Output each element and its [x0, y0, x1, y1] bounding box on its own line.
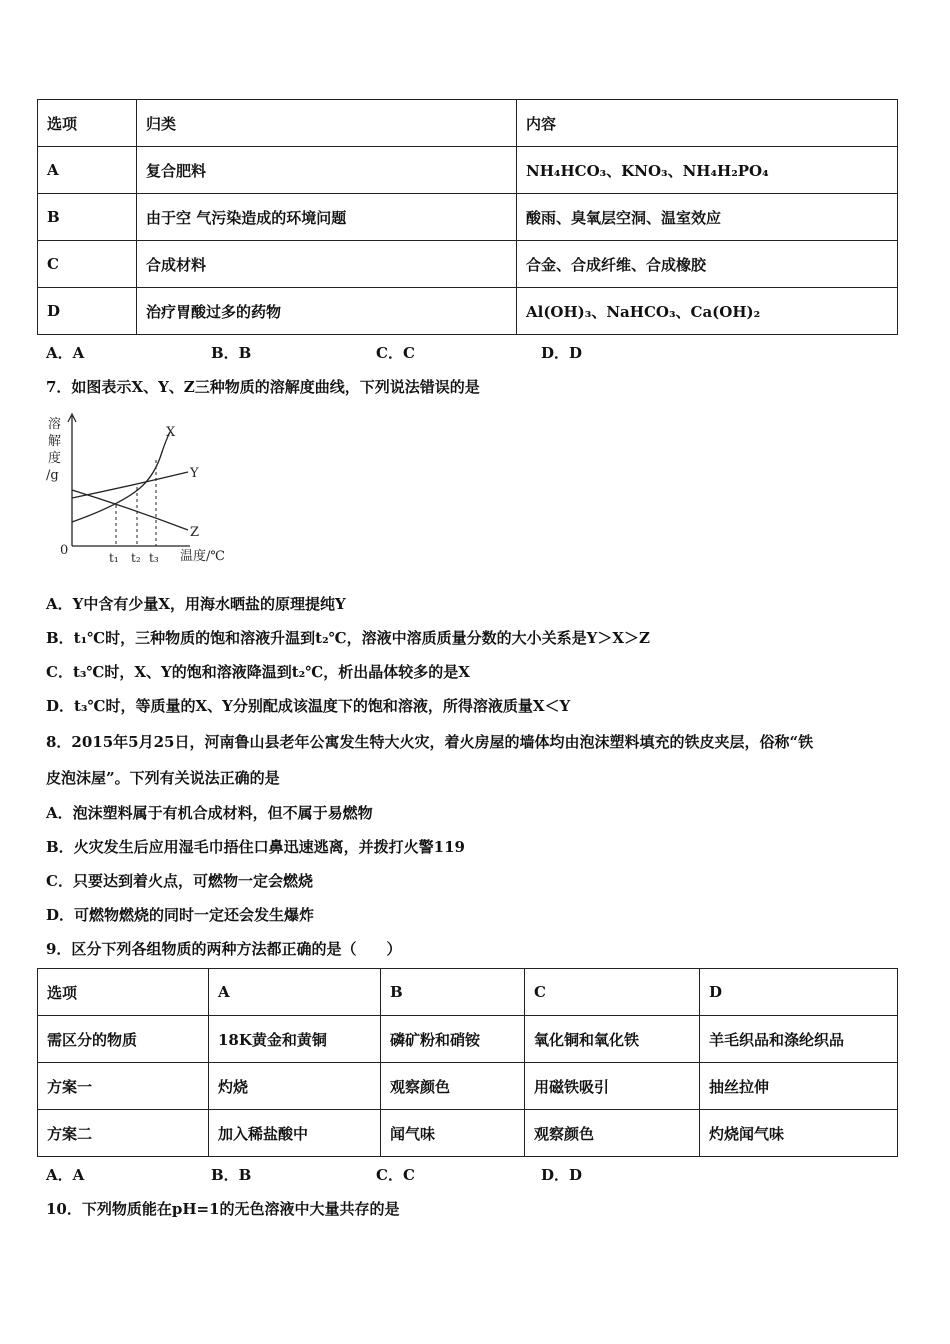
table-row	[38, 194, 898, 241]
question-8-stem-line2: 皮泡沫屋”。下列有关说法正确的是	[46, 769, 280, 787]
answer-option-b: B．B	[211, 1166, 252, 1184]
header-cell: 选项	[38, 969, 209, 1016]
question-9-stem: 9．区分下列各组物质的两种方法都正确的是（ ）	[46, 940, 402, 958]
graph-xlabel: 温度/℃	[180, 549, 225, 564]
table-cell: 方案二	[38, 1110, 209, 1157]
table-cell: 需区分的物质	[38, 1016, 209, 1063]
table-cell: 18K黄金和黄铜	[209, 1016, 381, 1063]
table-cell: C	[38, 241, 137, 288]
curve-x	[72, 432, 170, 522]
table-cell: 加入稀盐酸中	[209, 1110, 381, 1157]
table-header-row	[38, 969, 898, 1016]
tick-t1: t₁	[109, 551, 119, 565]
table-cell: 闻气味	[381, 1110, 525, 1157]
table-cell: 方案一	[38, 1063, 209, 1110]
answer-option-c: C．C	[376, 1166, 415, 1184]
header-cell: D	[700, 969, 898, 1016]
header-cell: 归类	[137, 100, 517, 147]
table-header-row	[38, 100, 898, 147]
graph-ylabel-3: 度	[48, 451, 62, 466]
distinguish-methods-table	[37, 968, 898, 1157]
table-cell: 合金、合成纤维、合成橡胶	[517, 241, 898, 288]
answer-option-d: D．D	[541, 1166, 583, 1184]
table-cell: 羊毛织品和涤纶织品	[700, 1016, 898, 1063]
q7-option-d: D．t₃℃时，等质量的X、Y分别配成该温度下的饱和溶液，所得溶液质量X＜Y	[46, 697, 571, 715]
table-cell: D	[38, 288, 137, 335]
graph-ylabel-2: 解	[48, 434, 62, 449]
table-cell: 由于空 气污染造成的环境问题	[137, 194, 517, 241]
table-cell: 酸雨、臭氧层空洞、温室效应	[517, 194, 898, 241]
header-cell: A	[209, 969, 381, 1016]
table-cell: 抽丝拉伸	[700, 1063, 898, 1110]
curve-label-y: Y	[190, 466, 199, 481]
table-cell: B	[38, 194, 137, 241]
answer-option-d: D．D	[541, 344, 583, 362]
table-cell: NH₄HCO₃、KNO₃、NH₄H₂PO₄	[517, 147, 898, 194]
q8-option-d: D．可燃物燃烧的同时一定还会发生爆炸	[46, 906, 315, 924]
table-cell: 复合肥料	[137, 147, 517, 194]
table-row	[38, 1016, 898, 1063]
table-cell: 观察颜色	[525, 1110, 700, 1157]
table-row	[38, 1063, 898, 1110]
header-cell: 内容	[517, 100, 898, 147]
q8-option-b: B．火灾发生后应用湿毛巾捂住口鼻迅速逃离，并拨打火警119	[46, 838, 465, 856]
table-cell: 氧化铜和氧化铁	[525, 1016, 700, 1063]
q7-option-c: C．t₃℃时，X、Y的饱和溶液降温到t₂℃，析出晶体较多的是X	[46, 663, 470, 681]
table-row	[38, 288, 898, 335]
curve-y	[72, 472, 188, 498]
q8-option-a: A．泡沫塑料属于有机合成材料，但不属于易燃物	[46, 804, 373, 822]
curve-label-z: Z	[190, 525, 200, 540]
table-cell: 治疗胃酸过多的药物	[137, 288, 517, 335]
header-cell: C	[525, 969, 700, 1016]
table-cell: 磷矿粉和硝铵	[381, 1016, 525, 1063]
curve-label-x: X	[166, 425, 176, 440]
solubility-curve-graph	[40, 410, 240, 572]
table-row	[38, 147, 898, 194]
table-cell: 用磁铁吸引	[525, 1063, 700, 1110]
table-cell: 合成材料	[137, 241, 517, 288]
graph-origin: 0	[60, 543, 69, 558]
question-10-stem: 10．下列物质能在pH=1的无色溶液中大量共存的是	[46, 1200, 400, 1218]
graph-ylabel-4: /g	[46, 468, 59, 483]
answer-option-c: C．C	[376, 344, 415, 362]
header-cell: B	[381, 969, 525, 1016]
table-cell: A	[38, 147, 137, 194]
table-cell: 观察颜色	[381, 1063, 525, 1110]
header-cell: 选项	[38, 100, 137, 147]
tick-t3: t₃	[149, 551, 159, 565]
table-cell: Al(OH)₃、NaHCO₃、Ca(OH)₂	[517, 288, 898, 335]
question-8-stem-line1: 8．2015年5月25日，河南鲁山县老年公寓发生特大火灾，着火房屋的墙体均由泡沫塑料填充的铁皮夹层，俗称“铁	[46, 733, 814, 751]
table-row	[38, 241, 898, 288]
question-7-stem: 7．如图表示X、Y、Z三种物质的溶解度曲线，下列说法错误的是	[46, 378, 480, 396]
q7-option-b: B．t₁℃时，三种物质的饱和溶液升温到t₂℃，溶液中溶质质量分数的大小关系是Y＞X＞Z	[46, 629, 650, 647]
answer-option-a: A．A	[46, 1166, 85, 1184]
table-cell: 灼烧闻气味	[700, 1110, 898, 1157]
answer-option-a: A．A	[46, 344, 85, 362]
table-row	[38, 1110, 898, 1157]
tick-t2: t₂	[131, 551, 141, 565]
q8-option-c: C．只要达到着火点，可燃物一定会燃烧	[46, 872, 313, 890]
classification-table	[37, 99, 898, 335]
q7-option-a: A．Y中含有少量X，用海水晒盐的原理提纯Y	[46, 595, 346, 613]
table-cell: 灼烧	[209, 1063, 381, 1110]
graph-ylabel-1: 溶	[48, 417, 62, 432]
answer-option-b: B．B	[211, 344, 252, 362]
